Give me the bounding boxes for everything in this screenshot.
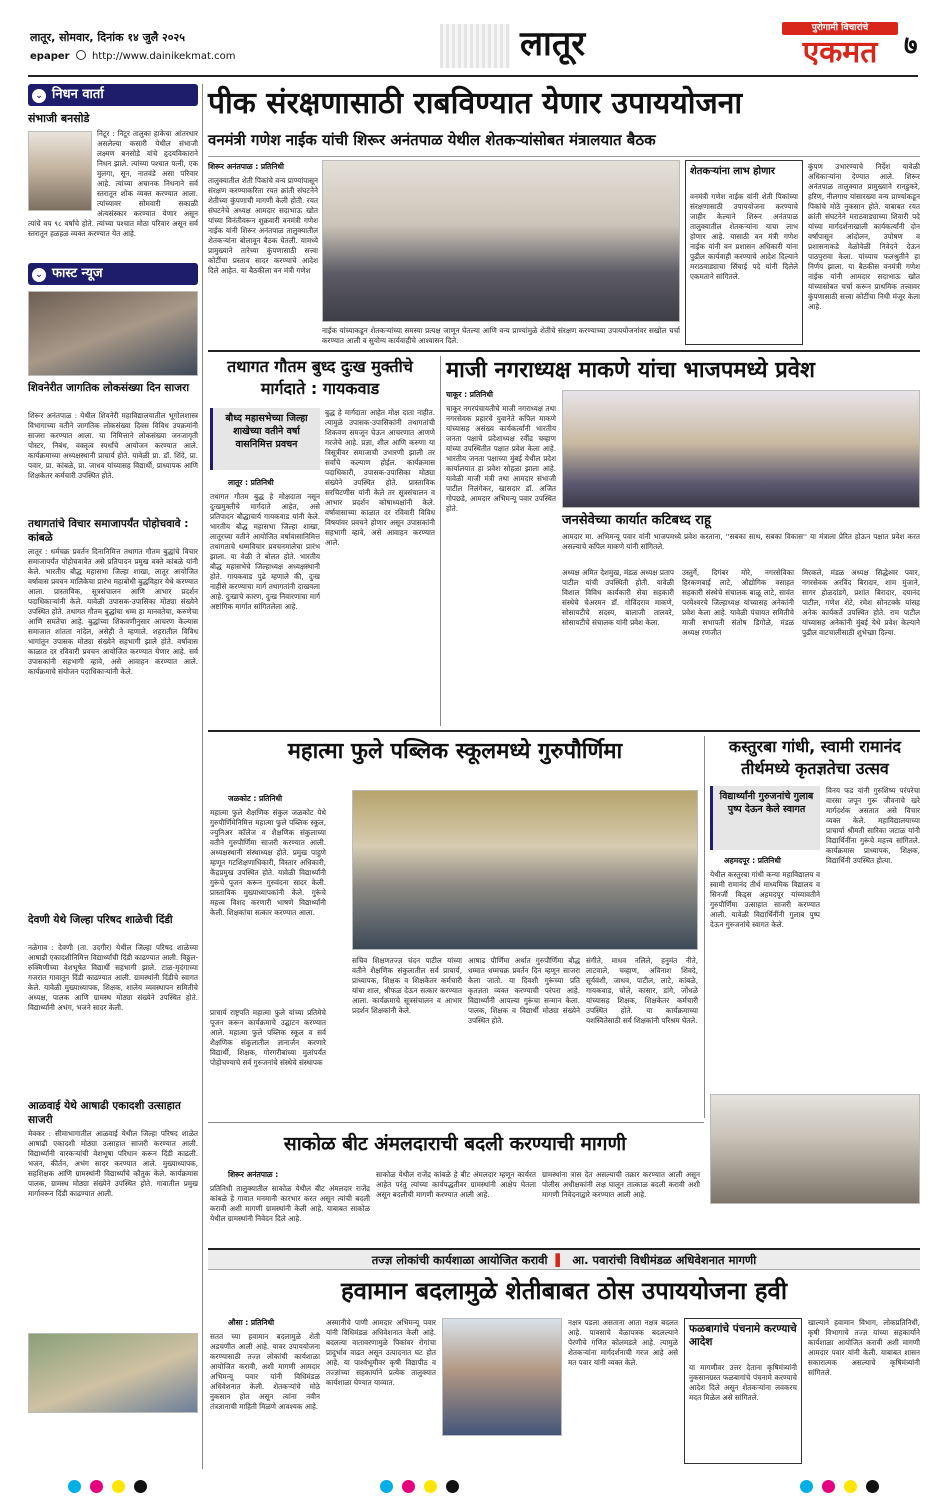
registration-dot xyxy=(446,1480,459,1493)
news-title-1: शिवनेरीत जागतिक लोकसंख्या दिन साजरा xyxy=(28,382,190,394)
sakol-col2: साकोळ येथील राजेंद्र कांबळे हे बीट अंमलदार म्हणून कार्यरत आहेत परंतु त्यांच्या कार्यपद्धतीवर ग्रामस्थांनी आक्षेप घेतला असून बदलीची मागणी करण्यात आली आहे. xyxy=(376,1170,536,1199)
makne-col3: उस्तुर्गे, दिगंबर मोरे, नगरसेविका हिरकणबाई लाटे, औद्योगिक वसाहत सहकारी संस्थेचे संचालक बाळू लाटे, सावंत परमेश्वरचे जिल्हाध्यक्ष यांच्यासह अनेकांनी प्रवेश केला आहे. यावेळी पंचायत समितीचे माजी सभापती संतोष डिगोळे, मंडळ अध्यक्ष रणजीत xyxy=(682,568,794,637)
bottom-headline: हवामान बदलामुळे शेतीबाबत ठोस उपाययोजना हवी xyxy=(340,1277,788,1305)
kasturba-deck: विद्यार्थ्यांनी गुरुजनांचे गुलाब पुष्प देऊन केले स्वागत xyxy=(719,791,814,815)
buddha-divider xyxy=(440,356,441,726)
kasturba-col1: येथील कस्तुरबा गांधी कन्या महाविद्यालय व स्वामी रामानंद तीर्थ माध्यमिक विद्यालय व सिनर्जी किड्स अहमदपूर यांच्यावतीने गुरुपौर्णिमा उत्साहात साजरी करण्यात आली. यावेळी विद्यार्थिनींनी गुलाब पुष्प देऊन गुरुजनांचे स्वागत केले. xyxy=(710,870,820,929)
sidebar-divider xyxy=(202,84,203,1469)
news-title-3: देवणी येथे जिल्हा परिषद शाळेची दिंडी xyxy=(28,914,173,926)
bottom-side-box xyxy=(684,1318,802,1464)
masthead xyxy=(30,20,920,72)
news-text-2: लातूर : धर्मचक्र प्रवर्तन दिनानिमित्त तथागत गौतम बुद्धांचे विचार समाजापर्यंत पोहोचवावेत असे प्रतिपादन प्रमुख वक्ते कांबळे यांनी केले. भारतीय बौद्ध महासभा जिल्हा शाखा, लातूर आयोजित वर्षावास प्रवचन मालिकेचा प्रारंभ महाबोधी बुद्धविहार येथे करण्यात आला. प्रास्ताविक, सूत्रसंचालन आणि आभार प्रदर्शन पदाधिकाऱ्यांनी केले. यावेळी उपासक-उपासिका मोठ्या संख्येने उपस्थित होते. तथागत गौतम बुद्धांचा धम्म हा मानवतेचा, करुणेचा आणि समतेचा आहे. बुद्धांच्या शिकवणीनुसार आचरण केल्यास समाजात शांतता नांदेल, असेही ते म्हणाले. शहरातील विविध भागांतून उपासक मोठ्या संख्येने सहभागी झाले होते. वर्षावास काळात दर रविवारी प्रवचन आयोजित करण्यात येणार आहे. सर्व उपासकांनी सहभागी व्हावे, असे आवाहन करण्यात आले. कार्यक्रमाचे संयोजन पदाधिकाऱ्यांनी केले. xyxy=(28,547,198,676)
sakol-col3: ग्रामस्थांना त्रास देत असल्याची तक्रार करण्यात आली असून पोलीस अधीक्षकांनी लक्ष घालून तात्काळ बदली करावी अशी मागणी निवेदनाद्वारे करण्यात आली आहे. xyxy=(542,1170,700,1199)
news-title-4: आळवाई येथे आषाढी एकादशी उत्साहात साजरी xyxy=(28,1100,181,1126)
dateline: लातूर, सोमवार, दिनांक १४ जुलै २०२५ xyxy=(30,31,185,44)
lead-caption: नाईक यांच्याकडून शेतकऱ्यांच्या समस्या प्रत्यक्ष जाणून घेतल्या आणि वन्य प्राण्यांमुळे शेतीचे संरक्षण करण्याच्या उपाययोजनांवर सखोल चर्चा करण्यात आली व सुयोग्य कार्यवाहीचे आश्वासन दिले. xyxy=(322,326,680,345)
makne-col1: चाकूर नगरपंचायतीचे माजी नगराध्यक्ष तथा नगरसेवक प्रहारचे युवानेते कपिल माकणे यांच्यासह असंख्य कार्यकर्त्यांनी भारतीय जनता पक्षाचे प्रदेशाध्यक्ष रवींद्र चव्हाण यांच्या उपस्थितीत पक्षात प्रवेश केला आहे. भारतीय जनता पक्षाच्या मुंबई येथील प्रदेश कार्यालयात हा प्रवेश सोहळा झाला आहे. यावेळी माजी मंत्री तथा आमदार संभाजी पाटील निलंगेकर, खासदार डॉ. अजित गोपछडे, आमदार अभिमन्यू पवार उपस्थित होते. xyxy=(446,404,556,513)
kasturba-col2: विनय फड यांनी गुरुशिष्य परंपरेचा वारसा जपून गुरू जीवनाचे खरे मार्गदर्शक असतात असे विचार व्यक्त केले. महाविद्यालयाच्या प्राचार्या श्रीमती सारिका जटाळ यांनी विद्यार्थिनींना गुरूंचे महत्त्व सांगितले. कार्यक्रमास प्राध्यापक, शिक्षक, विद्यार्थिनी उपस्थित होत्या. xyxy=(826,786,920,865)
city-art xyxy=(440,24,510,68)
news-text-1: शिरूर अनंतपाळ : येथील शिवनेरी महाविद्यालयातील भूगोलशास्त्र विभागाच्या वतीने जागतिक लोकसंख्या दिवस विविध उपक्रमांनी साजरा करण्यात आला. या निमित्ताने लोकसंख्या जनजागृती पोस्टर, निबंध, वक्तृत्व स्पर्धांचे आयोजन करण्यात आले. कार्यक्रमाच्या अध्यक्षस्थानी प्राचार्य होते. यावेळी प्रा. डॉ. शिंदे, प्रा. पवार, प्रा. कांबळे, प्रा. जाधव यांच्यासह विद्यार्थी, प्राध्यापक आणि शिक्षकेतर कर्मचारी उपस्थित होते. xyxy=(28,411,198,480)
lead-headline: पीक संरक्षणासाठी राबविण्यात येणार उपाययोजना xyxy=(208,86,743,121)
lead-side-box xyxy=(685,160,803,345)
makne-caption: आमदार मा. अभिमन्यू पवार यांनी भाजपमध्ये प्रवेश करताना, ''सबका साथ, सबका विकास'' या मंत्राला प्रेरित होऊन पक्षात प्रवेश करत असल्याचे कपिल माकणे यांनी सांगितले. xyxy=(562,532,920,551)
fast-news-header xyxy=(28,263,198,285)
bottom-col1: सतत च्या हवामान बदलामुळे शेती अडचणीत आली आहे. यावर उपाययोजना करण्यासाठी तज्ज्ञ लोकांची कार्यशाळा आयोजित करावी, अशी मागणी आमदार अभिमन्यू पवार यांनी विधिमंडळ अधिवेशनात केली. शेतकऱ्यांचे मोठे नुकसान होत असून त्यांना नवीन तंत्रज्ञानाची माहिती मिळणे आवश्यक आहे. xyxy=(210,1332,320,1411)
bottom-col3: नक्षत्र पडला असताना आता नक्षत्र बदलत आहे. पावसाचे वेळापत्रक बदलल्याने पेरणीचे गणित कोलमडले आहे. त्यामुळे शेतकऱ्यांना मार्गदर्शनाची गरज आहे असे मत पवार यांनी व्यक्त केले. xyxy=(568,1318,678,1367)
obituary-text: निटूर : निटूर तालुका हाकेचा आंतरधार असलेल्या कसारी येथील संभाजी लक्ष्मण बनसोडे यांचे हृदयविकाराने निधन झाले. त्यांच्या पश्चात पत्नी, एक मुलगा, सून, नातवंडे असा परिवार आहे. त्यांच्या अचानक निधनाने सर्व स्तरातून शोक व्यक्त करण्यात आला. त्यांच्यावर सोमवारी सकाळी अंत्यसंस्कार करण्यात येणार असून त्यांचे वय ९८ वर्षांचे होते. त्यांच्या पश्चात मोठा परिवार असून सर्व स्तरातून हळहळ व्यक्त करण्यात येत आहे. xyxy=(28,129,198,238)
phule-divider xyxy=(704,736,705,1118)
kasturba-deck-box xyxy=(710,786,820,850)
page-number: ७ xyxy=(904,31,918,61)
registration-dot xyxy=(822,1480,835,1493)
registration-dot xyxy=(68,1480,81,1493)
registration-dot xyxy=(866,1480,879,1493)
phule-col1: महात्मा फुले शैक्षणिक संकुल जळकोट येथे गुरुपौर्णिमेनिमित्त महात्मा फुले पब्लिक स्कूल, ज्युनिअर कॉलेज व शैक्षणिक संकुलाच्या वतीने गुरुपौर्णिमा साजरी करण्यात आली. अध्यक्षस्थानी संस्थाध्यक्ष होते. प्रमुख पाहुणे म्हणून गटशिक्षणाधिकारी, विस्तार अधिकारी, केंद्रप्रमुख उपस्थित होते. यावेळी विद्यार्थ्यांनी गुरूंचे पूजन करून गुरुवंदना सादर केली. प्रास्ताविक मुख्याध्यापकांनी केले. गुरूंचे महत्त्व विशद करणारी भाषणे विद्यार्थ्यांनी केली. शिक्षकांचा सत्कार करण्यात आला. xyxy=(210,808,326,917)
registration-dot xyxy=(134,1480,147,1493)
mid-rule xyxy=(208,730,920,732)
bottom-byline: औसा : प्रतिनिधी xyxy=(228,1318,275,1327)
sakol-byline: शिरूर अनंतपाळ : xyxy=(228,1170,279,1179)
epaper-label xyxy=(30,50,235,62)
makne-byline: चाकूर : प्रतिनिधी xyxy=(446,390,493,399)
chevron-down-icon: ⌄ xyxy=(32,268,46,282)
bottom-col4: खाल्याने हवामान विभाग, लोकप्रतिनिधी, कृषी विभागाचे तज्ज्ञ यांच्या सहकार्याने कार्यशाळा आयोजित करावी अशी मागणी आमदार पवार यांनी केली. याबाबत शासन सकारात्मक असल्याचे कृषिमंत्र्यांनी सांगितले. xyxy=(808,1318,920,1377)
brand-logo xyxy=(782,22,898,72)
lead-rule xyxy=(208,156,920,157)
sakol-col1: प्रतिनिधी तालुक्यातील साकोळ येथील बीट अंमलदार राजेंद्र कांबळे हे गावात मनमानी कारभार करत असून त्यांची बदली करावी अशी मागणी ग्रामस्थांनी केली आहे. याबाबत साकोळ येथील ग्रामस्थांनी निवेदन दिले आहे. xyxy=(210,1184,370,1223)
news-photo-1 xyxy=(28,291,198,376)
news-text-3: नळेगाव : देवणी (ता. उदगीर) येथील जिल्हा परिषद शाळेच्या आषाढी एकादशीनिमित्त विद्यार्थ्यांची दिंडी काढण्यात आली. विठ्ठल-रुक्मिणीच्या वेशभूषेत विद्यार्थी सहभागी झाले. टाळ-मृदंगाच्या गजरात गावातून दिंडी काढण्यात आली. ग्रामस्थांनी दिंडीचे स्वागत केले. यावेळी मुख्याध्यापक, शिक्षक, शालेय व्यवस्थापन समितीचे अध्यक्ष, पालक आणि ग्रामस्थ मोठ्या संख्येने उपस्थित होते. विद्यार्थ्यांनी अभंग, भजने सादर केली. xyxy=(28,943,198,1012)
obituary-photo xyxy=(28,131,92,211)
lead-subhead: वनमंत्री गणेश नाईक यांची शिरूर अनंतपाळ येथील शेतकऱ्यांसोबत मंत्रालयात बैठक xyxy=(208,131,656,149)
lead-byline: शिरूर अनंतपाळ : प्रतिनिधी xyxy=(208,162,284,171)
makne-col2: अध्यक्ष अमित देशमुख, मंडळ अध्यक्ष प्रताप पाटील यांची उपस्थिती होती. यावेळी विशाल विविध कार्यकारी सेवा सहकारी संस्थेचे चेअरमन डॉ. गोविंदराव माकणे, सोसायटीचे सदस्य, बालाजी तालवरे, सोसायटीचे संचालक यांनी प्रवेश केला. xyxy=(562,568,674,627)
makne-photo xyxy=(562,390,920,508)
registration-dot xyxy=(90,1480,103,1493)
fast-news-label: फास्ट न्यूज xyxy=(52,266,103,281)
phule-col4: आषाढ पौर्णिमा अर्थात गुरुपौर्णिमा बौद्ध धम्मात धम्मचक्र प्रवर्तन दिन म्हणून साजरा केला जातो. या दिवशी गुरूंच्या प्रति कृतज्ञता व्यक्त करण्याची परंपरा आहे. विद्यार्थ्यांनी आपल्या गुरूंचा सन्मान केला. पालक, शिक्षक व विद्यार्थी मोठ्या संख्येने उपस्थित होते. xyxy=(468,956,580,1025)
city-title: लातूर xyxy=(520,24,586,64)
phule-headline: महात्मा फुले पब्लिक स्कूलमध्ये गुरुपौर्णिमा xyxy=(287,739,623,764)
news-text-4: मेवकर : सीमाभागातील आळवाई येथील जिल्हा परिषद शाळेत आषाढी एकादशी मोठ्या उत्साहात साजरी करण्यात आली. विद्यार्थ्यांनी वारकऱ्यांची वेशभूषा परिधान करून दिंडी काढली. भजन, कीर्तन, अभंग सादर करण्यात आले. मुख्याध्यापक, सहशिक्षक आणि ग्रामस्थांनी विद्यार्थ्यांचे कौतुक केले. कार्यक्रमास पालक, ग्रामस्थ मोठ्या संख्येने उपस्थित होते. गावातील प्रमुख मार्गावरून दिंडी काढण्यात आली. xyxy=(28,1129,198,1198)
lead-box-text: वनमंत्री गणेश नाईक यांनी शेती पिकांच्या संरक्षणासाठी उपाययोजना करण्याचे जाहीर केल्याने शिरूर अनंतपाळ तालुक्यातील शेतकऱ्यांना याचा लाभ होणार आहे. यासाठी वन मंत्री गणेश नाईक यांनी वन प्रशासन अधिकारी यांना पुढील कार्यवाही करण्याचे आदेश दिल्याने मराठवाड्याचा सिंचाई पदे यांनी दिलेले एकमताने सांगितले. xyxy=(690,192,798,281)
buddha-headline: तथागत गौतम बुध्द दुःख मुक्तीचे मार्गदाते : गायकवाड xyxy=(227,357,413,398)
epaper-text: epaper xyxy=(30,51,70,62)
news-title-2: तथागतांचे विचार समाजापर्यंत पोहोचवावे : कांबळे xyxy=(28,518,189,544)
kicker-left: तज्ज्ञ लोकांची कार्यशाळा आयोजित करावी xyxy=(371,1253,548,1267)
buddha-col2: बुद्ध हे मार्गदाता आहेत मोक्ष दाता नाहीत. त्यामुळे उपासक-उपासिकांनी तथागतांची शिकवण समजून घेऊन आचरणात आणणे गरजेचे आहे. प्रज्ञा, शील आणि करुणा या त्रिसूत्रीवर समाजाची उभारणी झाली तर सर्वांचे कल्याण होईल. कार्यक्रमास पदाधिकारी, उपासक-उपासिका मोठ्या संख्येने उपस्थित होते. प्रास्ताविक सरचिटणीस यांनी केले तर सूत्रसंचालन व आभार प्रदर्शन कोषाध्यक्षांनी केले. वर्षावासाच्या काळात दर रविवारी विविध विषयांवर प्रवचने होणार असून उपासकांनी सहभागी व्हावे, असे आवाहन करण्यात आले. xyxy=(325,408,435,547)
bottom-photo xyxy=(442,1318,562,1436)
makne-caption-title: जनसेवेच्या कार्यात कटिबध्द राहू xyxy=(562,513,711,528)
obituary-name: संभाजी बनसोडे xyxy=(28,112,90,125)
registration-dot xyxy=(112,1480,125,1493)
phule-col2: प्राचार्य राष्ट्रपति महात्मा फुले यांच्या प्रतिमेचे पूजन करून कार्यक्रमाचे उद्घाटन करण्यात आले. महात्मा फुले पब्लिक स्कूल व सर्व शैक्षणिक संकुलातील ज्ञानार्जन करणारे विद्यार्थी, शिक्षक, गोरगरीबांच्या मुलांपर्यंत पोहोचण्याचे सर्व गुरुजनांचे संस्थेचे संस्थापक xyxy=(210,1008,326,1067)
sidebar xyxy=(28,84,198,1469)
bottom-box-text: या मागणीवर उत्तर देताना कृषिमंत्र्यांनी नुकसानग्रस्त फळबागांचे पंचनामे करण्याचे आदेश दिले असून शेतकऱ्यांना लवकरच मदत मिळेल असे सांगितले. xyxy=(689,1363,797,1402)
lead-col4: कुंपण उभारण्याचे निर्देश यावेळी अधिकाऱ्यांना देण्यात आले. शिरूर अनंतपाळ तालुक्यात प्रामुख्याने रानडुकरे, हरिण, नीलगाय यांसारख्या वन्य प्राण्यांकडून पिकांचे मोठे नुकसान होते. याबाबत रयत क्रांती संघटनेने मराठवाड्याच्या शिवारी पदे यांच्या मार्गदर्शनाखाली कार्यकर्त्यांनी दोन वर्षांपासून आंदोलन, उपोषण व प्रशासनाकडे वेळोवेळी निवेदने देऊन पाठपुरावा केला. यांच्याच फलश्रुतीने हा निर्णय झाला. या बैठकीस वनमंत्री गणेश नाईक यांनी आमदार सदाभाऊ खोत यांच्यासोबत चर्चा करून प्राथमिक तत्त्वावर कुंपणासाठी सत्त्वा कोटींचा निधी मंजूर केला आहे. xyxy=(808,162,920,311)
kasturba-photo xyxy=(710,1094,920,1204)
buddha-col1: तथागत गौतम बुद्ध हे मोक्षदाता नसून दुःखमुक्तीचे मार्गदाते आहेत, असे प्रतिपादन बौद्धाचार्य गायकवाड यांनी केले. भारतीय बौद्ध महासभा जिल्हा शाखा, लातूरच्या वतीने आयोजित वर्षावासानिमित्त तथागताचे धम्मविचार प्रवचनमालेचा प्रारंभ झाला. या वेळी ते बोलत होते. भारतीय बौद्ध महासभेचे जिल्हाध्यक्ष अध्यक्षस्थानी होते. गायकवाड पुढे म्हणाले की, दुःख नाहीसे करण्याचा मार्ग तथागतांनी दाखवला आहे. दुःखाचे कारण, दुःख निवारणाचा मार्ग अष्टांगिक मार्गात सांगितलेला आहे. xyxy=(210,492,320,611)
registration-dot xyxy=(424,1480,437,1493)
kasturba-byline: अहमदपूर : प्रतिनिधी xyxy=(724,856,781,865)
lead-box-title: शेतकऱ्यांना लाभ होणार xyxy=(690,166,775,177)
registration-dot xyxy=(402,1480,415,1493)
bottom-box-title: फळबागांचे पंचनामे करण्याचे आदेश xyxy=(689,1323,797,1348)
chevron-down-icon: ⌄ xyxy=(32,89,46,103)
sakol-rule xyxy=(208,1122,704,1123)
buddha-byline: लातूर : प्रतिनिधी xyxy=(228,478,274,487)
masthead-rule xyxy=(28,75,918,77)
registration-dot xyxy=(800,1480,813,1493)
tagline: पुरोगामी विचारांचे xyxy=(782,22,898,35)
kicker-separator: ▌ xyxy=(555,1253,565,1267)
globe-icon xyxy=(76,50,86,60)
kasturba-headline: कस्तुरबा गांधी, स्वामी रामानंद तीर्थमध्ये कृतज्ञतेचा उत्सव xyxy=(728,737,902,778)
phule-col3: सचिव शिक्षणतज्ज्ञ चंदन पाटील यांच्या वतीने शैक्षणिक संकुलातील सर्व प्राचार्य, प्राध्यापक, शिक्षक व शिक्षकेतर कर्मचारी यांचा शाल, श्रीफळ देऊन सत्कार करण्यात आला. कार्यक्रमाचे सूत्रसंचालन व आभार प्रदर्शन शिक्षकांनी केले. xyxy=(352,956,462,1015)
kicker-right: आ. पवारांची विधीमंडळ अधिवेशनात मागणी xyxy=(572,1253,757,1267)
buddha-deck-box xyxy=(210,408,320,470)
buddha-deck: बौध्द महासभेच्या जिल्हा शाखेच्या वतीने वर्षा वासनिमित्त प्रवचन xyxy=(225,413,308,450)
lead-photo xyxy=(322,160,680,322)
bottom-col2: अस्मानीचे पाणी आमदार अभिमन्यू पवार यांनी विधिमंडळ अधिवेशनात केली आहे. बदलत्या वातावरणामुळे पिकांवर रोगांचा प्रादुर्भाव वाढत असून उत्पादनात घट होत आहे. या पार्श्वभूमीवर कृषी विद्यापीठ व तज्ज्ञांच्या सहकार्याने प्रत्येक तालुक्यात कार्यशाळा घेण्यात याव्यात. xyxy=(326,1318,436,1387)
lead-bottom-rule xyxy=(208,350,920,352)
phule-photo xyxy=(352,790,698,950)
makne-headline: माजी नगराध्यक्ष माकणे यांचा भाजपमध्ये प्रवेश xyxy=(446,358,815,383)
obituary-header-label: निधन वार्ता xyxy=(52,87,104,102)
bottom-caption xyxy=(442,1440,562,1462)
print-registration-marks xyxy=(0,1472,945,1501)
makne-col4: मिरकले, मंडळ अध्यक्ष सिद्धेश्वर पवार, नगरसेवक अरविंद बिरादार, शाम मुंजाने, सागर होळदांडगे, प्रशांत बिरादार, दयानंद पाटील, गणेश शेटे, रमेश सोनटक्के यांसह अनेक कार्यकर्ते उपस्थित होते. राम पाटील यांच्यासह अनेकांनी मुंबई येथे प्रवेश केल्याने पुढील वाटचालीसाठी शुभेच्छा दिल्या. xyxy=(802,568,920,637)
sakol-headline: साकोळ बीट अंमलदाराची बदली करण्याची मागणी xyxy=(283,1133,627,1155)
brand-name: एकमत xyxy=(802,35,878,70)
site-url[interactable]: http://www.dainikekmat.com xyxy=(91,51,236,62)
phule-byline: जळकोट : प्रतिनिधी xyxy=(228,794,283,803)
phule-col5: संगीते, माधव नलिले, हनुमंत नीते, लाटवाले, चव्हाण, अविनाश शिवदे, सूर्यवंशी, जाधव, पाटील, लाटे, कांबळे, गायकवाड, चोले, कासार, डांगे, जोंधळे यांच्यासह शिक्षक, शिक्षकेतर कर्मचारी उपस्थित होते. या कार्यक्रमाच्या यशस्वितेसाठी सर्व शिक्षकांनी परिश्रम घेतले. xyxy=(586,956,698,1025)
obituary-header xyxy=(28,84,198,106)
registration-dot xyxy=(844,1480,857,1493)
lead-col1: तालुक्यातील शेती पिकांचे वन्य प्राण्यांपासून संरक्षण करण्याकरिता रयत क्रांती संघटनेने शेतीच्या कुंपणाची मागणी केली होती. रयत संघटनेचे अध्यक्ष आमदार सदाभाऊ खोत यांच्या विनंतीवरून शुक्रवारी वनमंत्री गणेश नाईक यांनी शिरूर अनंतपाळ तालुक्यातील शेतकऱ्यांना बोलावून बैठक घेतली. यामध्ये प्रामुख्याने तारेच्या कुंपणासाठी सत्त्वा कोटींचा प्रस्ताव सादर करण्याचे आदेश दिले आहेत. या बैठकीला वन मंत्री गणेश xyxy=(208,176,318,275)
bottom-kicker xyxy=(208,1248,920,1270)
registration-dot xyxy=(380,1480,393,1493)
news-photo-2 xyxy=(28,1333,198,1413)
